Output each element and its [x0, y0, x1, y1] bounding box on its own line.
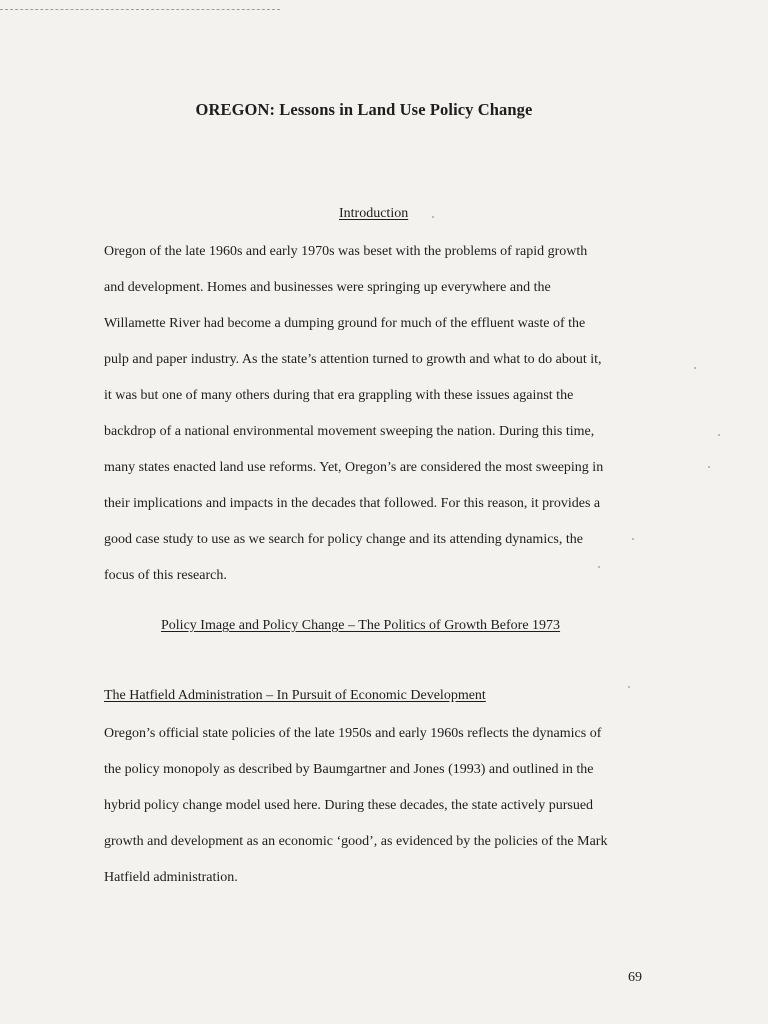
scan-artifact-line	[0, 9, 280, 10]
scan-speck	[708, 466, 710, 468]
paragraph-line: and development. Homes and businesses were springing up everywhere and the	[104, 280, 551, 295]
scan-speck	[718, 434, 720, 436]
section-heading: Policy Image and Policy Change – The Politics of Growth Before 1973	[161, 618, 561, 633]
paragraph-line: Hatfield administration.	[104, 870, 238, 885]
paragraph-line: pulp and paper industry. As the state’s attention turned to growth and what to do about it,	[104, 352, 602, 367]
page-number: 69	[628, 970, 642, 985]
paragraph-line: Oregon’s official state policies of the late 1950s and early 1960s reflects the dynamics of	[104, 726, 602, 741]
document-title: OREGON: Lessons in Land Use Policy Change	[195, 100, 533, 119]
paragraph-line: good case study to use as we search for policy change and its attending dynamics, the	[104, 532, 583, 547]
paragraph-line: hybrid policy change model used here. During these decades, the state actively pursued	[104, 798, 594, 813]
scan-speck	[632, 538, 634, 540]
scan-speck	[694, 367, 696, 369]
paragraph-line: growth and development as an economic ‘good’, as evidenced by the policies of the Mark	[104, 834, 608, 849]
hatfield-paragraph	[104, 724, 664, 904]
paragraph-line: it was but one of many others during that era grappling with these issues against the	[104, 388, 574, 403]
introduction-heading: Introduction	[339, 206, 409, 221]
scan-speck	[628, 686, 630, 688]
paragraph-line: focus of this research.	[104, 568, 227, 583]
scan-speck	[598, 566, 600, 568]
scan-speck	[432, 216, 434, 218]
paragraph-line: Willamette River had become a dumping ground for much of the effluent waste of the	[104, 316, 586, 331]
paragraph-line: their implications and impacts in the decades that followed. For this reason, it provides a	[104, 496, 601, 511]
subsection-heading: The Hatfield Administration – In Pursuit of Economic Development	[104, 688, 486, 703]
paragraph-line: many states enacted land use reforms. Yet, Oregon’s are considered the most sweeping in	[104, 460, 604, 475]
paragraph-line: backdrop of a national environmental movement sweeping the nation. During this time,	[104, 424, 595, 439]
paragraph-line: the policy monopoly as described by Baumgartner and Jones (1993) and outlined in the	[104, 762, 594, 777]
paragraph-line: Oregon of the late 1960s and early 1970s was beset with the problems of rapid growth	[104, 244, 588, 259]
introduction-paragraph	[104, 242, 664, 602]
